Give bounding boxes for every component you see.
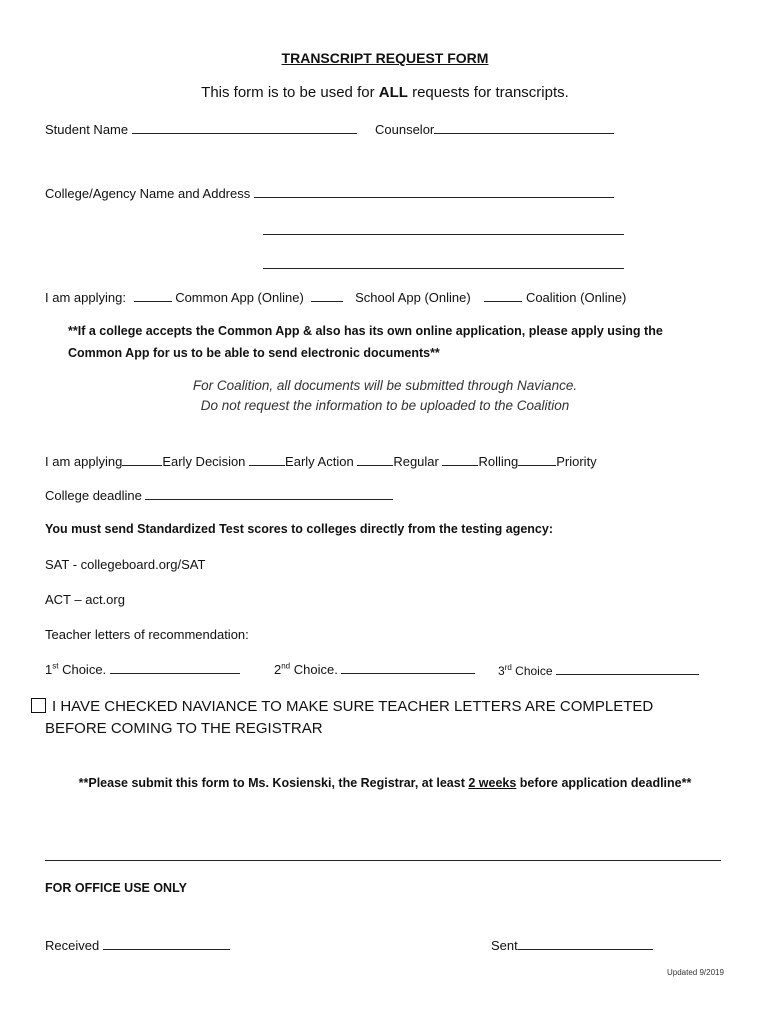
early-action-option: Early Action xyxy=(285,454,354,469)
choice-1-field[interactable] xyxy=(110,661,240,674)
test-scores-heading: You must send Standardized Test scores to colleges directly from the testing agency: xyxy=(45,522,553,536)
student-name-row xyxy=(45,121,357,137)
college-address-field-2[interactable] xyxy=(263,234,624,235)
rolling-blank[interactable] xyxy=(442,453,478,466)
counselor-row xyxy=(375,121,614,137)
choice-3-row: 3rd Choice xyxy=(498,662,699,678)
early-action-blank[interactable] xyxy=(249,453,285,466)
student-name-label: Student Name xyxy=(45,122,129,137)
sent-field[interactable] xyxy=(518,937,653,950)
form-subtitle: This form is to be used for ALL requests for transcripts. xyxy=(201,84,569,101)
coalition-blank[interactable] xyxy=(484,289,522,302)
common-app-note-line-2: Common App for us to be able to send electronic documents** xyxy=(68,346,440,360)
choice-2-field[interactable] xyxy=(341,661,475,674)
common-app-option: Common App (Online) xyxy=(175,290,304,305)
common-app-note-line-1: **If a college accepts the Common App & also has its own online application, please apply using the xyxy=(68,324,663,338)
college-deadline-field[interactable] xyxy=(145,487,393,500)
common-app-blank[interactable] xyxy=(134,289,172,302)
regular-option: Regular xyxy=(393,454,439,469)
college-deadline-row xyxy=(45,487,393,503)
received-field[interactable] xyxy=(103,937,230,950)
sent-label: Sent xyxy=(491,938,518,953)
student-name-field[interactable] xyxy=(132,121,357,134)
college-address-field-3[interactable] xyxy=(263,268,624,269)
applying-label-2: I am applying xyxy=(45,454,123,469)
college-address-label: College/Agency Name and Address xyxy=(45,186,251,201)
coalition-option: Coalition (Online) xyxy=(525,290,627,305)
counselor-label: Counselor xyxy=(375,122,435,137)
naviance-check-line-1: I HAVE CHECKED NAVIANCE TO MAKE SURE TEACHER LETTERS ARE COMPLETED xyxy=(52,698,654,715)
teacher-letters-label: Teacher letters of recommendation: xyxy=(45,627,249,642)
submit-note: **Please submit this form to Ms. Kosienski, the Registrar, at least 2 weeks before application deadline** xyxy=(78,776,692,790)
decision-type-row xyxy=(45,453,597,469)
application-type-row xyxy=(45,289,626,305)
section-divider xyxy=(45,860,721,861)
early-decision-option: Early Decision xyxy=(162,454,246,469)
choice-3-field[interactable] xyxy=(556,662,699,675)
priority-option: Priority xyxy=(556,454,597,469)
choice-1-row: 1st Choice. xyxy=(45,661,240,677)
early-decision-blank[interactable] xyxy=(122,453,162,466)
school-app-option: School App (Online) xyxy=(355,290,471,305)
naviance-check-line-2: BEFORE COMING TO THE REGISTRAR xyxy=(45,720,323,737)
act-text: ACT – act.org xyxy=(45,592,125,607)
rolling-option: Rolling xyxy=(478,454,519,469)
coalition-note-line-2: Do not request the information to be uploaded to the Coalition xyxy=(200,398,570,413)
college-deadline-label: College deadline xyxy=(45,488,142,503)
updated-date: Updated 9/2019 xyxy=(667,968,724,977)
form-title: TRANSCRIPT REQUEST FORM xyxy=(281,50,489,66)
priority-blank[interactable] xyxy=(518,453,556,466)
office-use-heading: FOR OFFICE USE ONLY xyxy=(45,881,187,895)
sent-row xyxy=(491,937,653,953)
choice-2-row: 2nd Choice. xyxy=(274,661,475,677)
college-address-row xyxy=(45,185,614,201)
counselor-field[interactable] xyxy=(434,121,614,134)
received-label: Received xyxy=(45,938,100,953)
applying-label-1: I am applying: xyxy=(45,290,126,305)
school-app-blank[interactable] xyxy=(311,289,343,302)
sat-text: SAT - collegeboard.org/SAT xyxy=(45,557,206,572)
received-row xyxy=(45,937,230,953)
college-address-field-1[interactable] xyxy=(254,185,614,198)
naviance-checkbox[interactable] xyxy=(31,698,46,713)
regular-blank[interactable] xyxy=(357,453,393,466)
coalition-note-line-1: For Coalition, all documents will be submitted through Naviance. xyxy=(192,378,578,393)
